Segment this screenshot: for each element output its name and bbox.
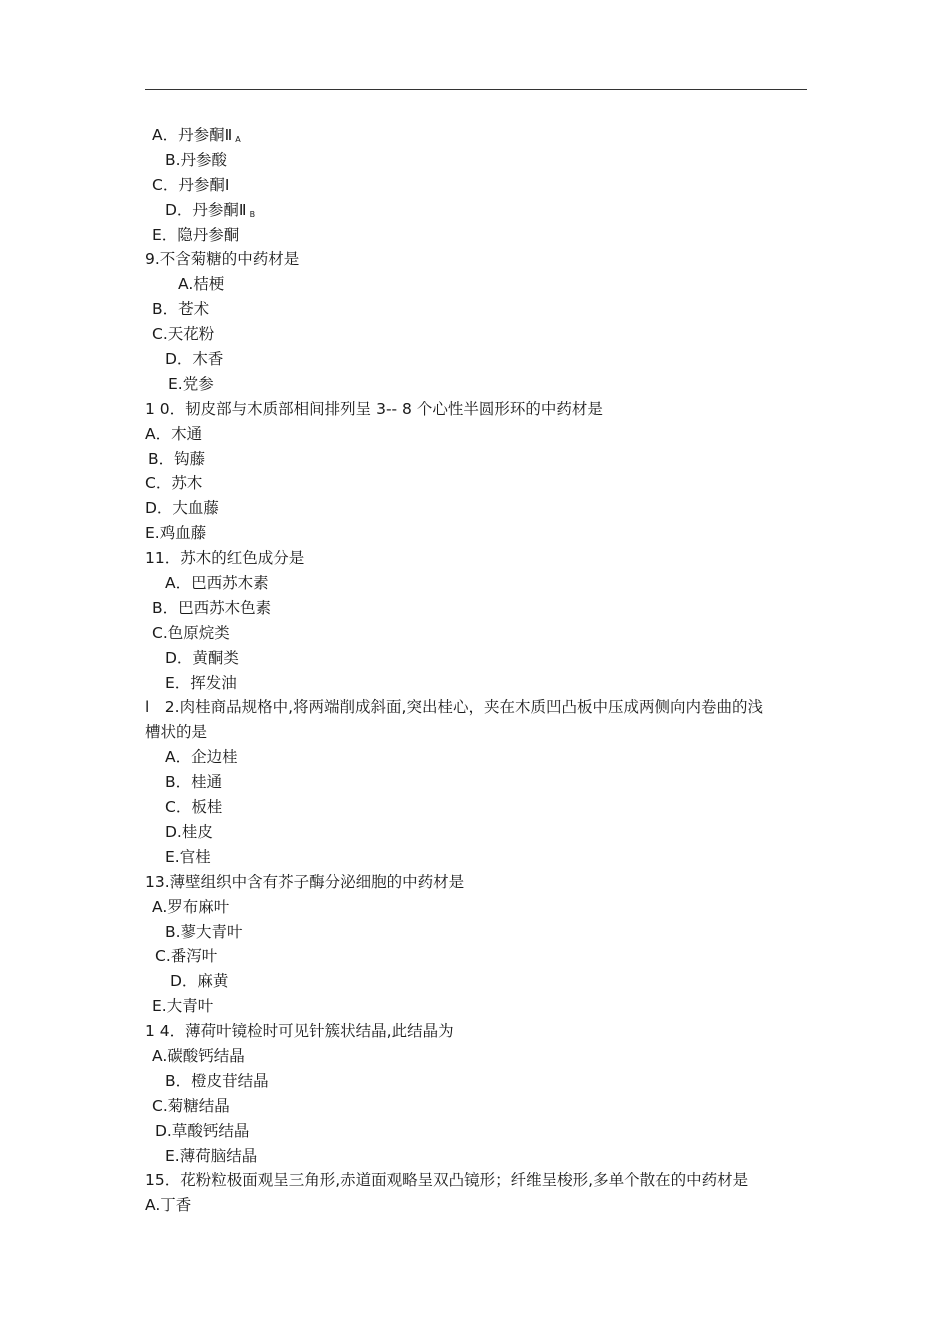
line-text: E.大青叶 <box>152 997 214 1016</box>
document-line <box>0 247 950 272</box>
line-text: D.草酸钙结晶 <box>155 1121 250 1140</box>
document-line <box>0 521 950 546</box>
line-text: 9.不含菊糖的中药材是 <box>145 250 300 269</box>
document-line <box>0 1094 950 1119</box>
document-line <box>0 223 950 248</box>
line-text: A.罗布麻叶 <box>152 897 230 916</box>
line-text: E.党参 <box>168 374 214 393</box>
line-text: 1 4．薄荷叶镜检时可见针簇状结晶,此结晶为 <box>145 1022 454 1041</box>
line-text: A.桔梗 <box>178 275 225 294</box>
document-line <box>0 969 950 994</box>
document-line <box>0 546 950 571</box>
document-line <box>0 1069 950 1094</box>
document-line <box>0 994 950 1019</box>
subscript-text: A <box>235 135 241 144</box>
line-text: 1 0．韧皮部与木质部相间排列呈 3-- 8 个心性半圆形环的中药材是 <box>145 399 603 418</box>
line-text: C．苏木 <box>145 474 203 493</box>
document-line <box>0 347 950 372</box>
line-text: 槽状的是 <box>145 723 208 742</box>
line-text: A.丁香 <box>145 1196 192 1215</box>
document-line <box>0 770 950 795</box>
line-text: E.官桂 <box>165 847 211 866</box>
document-line <box>0 944 950 969</box>
line-text: C．板桂 <box>165 798 223 817</box>
document-line <box>0 695 950 720</box>
line-text: D．丹参酮Ⅱ <box>165 200 247 219</box>
line-text: D．大血藤 <box>145 499 219 518</box>
line-text: A.碳酸钙结晶 <box>152 1046 245 1065</box>
document-line <box>0 447 950 472</box>
line-text: A．丹参酮Ⅱ <box>152 126 233 144</box>
document-line <box>0 1193 950 1218</box>
line-text: E.鸡血藤 <box>145 524 207 543</box>
line-text: B．巴西苏木色素 <box>152 598 272 617</box>
document-line <box>0 123 950 148</box>
document-line <box>0 1144 950 1169</box>
document-line <box>0 745 950 770</box>
document-body <box>0 123 950 1218</box>
document-line <box>0 1044 950 1069</box>
document-line <box>0 496 950 521</box>
document-line <box>0 870 950 895</box>
document-line <box>0 720 950 745</box>
line-text: E．隐丹参酮 <box>152 225 240 244</box>
line-text: B．橙皮苷结晶 <box>165 1071 269 1090</box>
line-text: 13.薄壁组织中含有芥子酶分泌细胞的中药材是 <box>145 872 465 891</box>
document-line <box>0 820 950 845</box>
document-line <box>0 646 950 671</box>
document-line <box>0 795 950 820</box>
document-line <box>0 1119 950 1144</box>
line-text: C.番泻叶 <box>155 947 218 966</box>
subscript-text: B <box>249 209 256 219</box>
document-line <box>0 1019 950 1044</box>
line-text: E.薄荷脑结晶 <box>165 1146 258 1165</box>
line-text: B．苍术 <box>152 300 210 319</box>
document-line <box>0 471 950 496</box>
document-line <box>0 422 950 447</box>
line-text: 15．花粉粒极面观呈三角形,赤道面观略呈双凸镜形；纤维呈梭形,多单个散在的中药材是 <box>145 1171 749 1190</box>
header-rule <box>145 89 807 90</box>
document-line <box>0 272 950 297</box>
document-line <box>0 596 950 621</box>
line-text: 11．苏木的红色成分是 <box>145 549 305 568</box>
line-text: D．黄酮类 <box>165 648 239 667</box>
document-line <box>0 198 950 223</box>
line-text: C.色原烷类 <box>152 623 230 642</box>
line-text: B．桂通 <box>165 773 223 792</box>
line-text: C.菊糖结晶 <box>152 1096 230 1115</box>
line-text: B.蓼大青叶 <box>165 922 243 941</box>
line-text: C.天花粉 <box>152 325 215 344</box>
line-text: l 2.肉桂商品规格中,将两端削成斜面,突出桂心，夹在木质凹凸板中压成两侧向内卷曲的浅 <box>145 698 763 717</box>
document-line <box>0 621 950 646</box>
line-text: C．丹参酮Ⅰ <box>152 175 230 194</box>
document-line <box>0 397 950 422</box>
document-line <box>0 845 950 870</box>
line-text: B．钩藤 <box>148 449 206 468</box>
line-text: D．木香 <box>165 350 224 369</box>
document-line <box>0 322 950 347</box>
line-text: D．麻黄 <box>170 972 229 991</box>
document-line <box>0 148 950 173</box>
line-text: D.桂皮 <box>165 822 213 841</box>
document-line <box>0 1168 950 1193</box>
document-line <box>0 173 950 198</box>
document-line <box>0 671 950 696</box>
line-text: A．巴西苏木素 <box>165 574 269 593</box>
line-text: A．木通 <box>145 424 203 443</box>
document-line <box>0 920 950 945</box>
line-text: A．企边桂 <box>165 748 238 767</box>
line-text: B.丹参酸 <box>165 150 228 169</box>
line-text: E．挥发油 <box>165 673 237 692</box>
document-line <box>0 372 950 397</box>
document-line <box>0 895 950 920</box>
document-line <box>0 297 950 322</box>
document-line <box>0 571 950 596</box>
